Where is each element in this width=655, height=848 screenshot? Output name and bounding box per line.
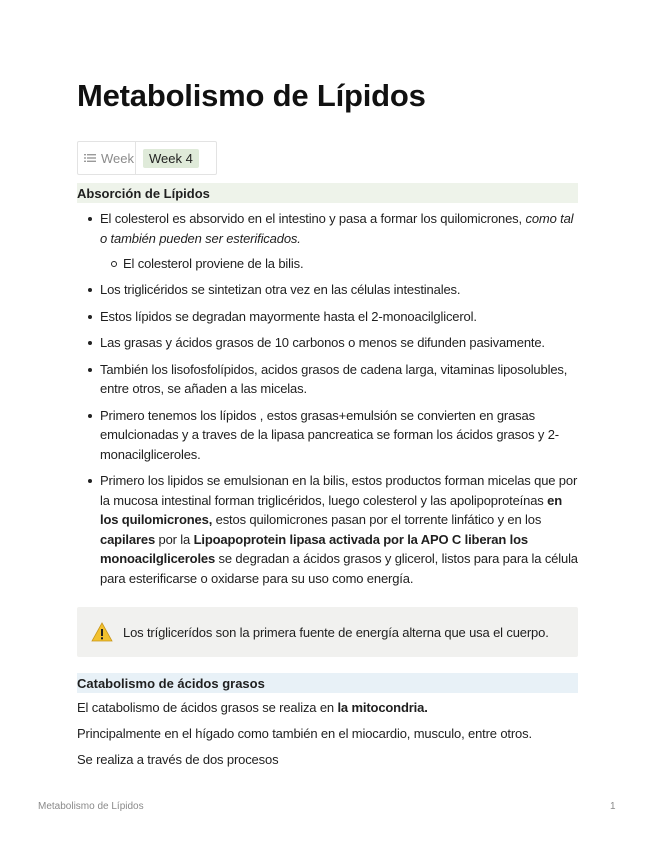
text-run: por la	[155, 531, 194, 547]
absorcion-list	[77, 209, 578, 595]
text-run: se degradan a ácidos grasos y glicerol, listos para para la célula para esterificarse o oxidarse para su uso como energía.	[100, 551, 578, 586]
text-run: estos quilomicrones pasan por el torrente linfático y en los	[212, 512, 542, 527]
property-key-label: Week	[101, 150, 134, 166]
section-heading-catabolismo: Catabolismo de ácidos grasos	[77, 673, 578, 693]
sub-list	[100, 254, 578, 273]
page-number: 1	[610, 801, 616, 812]
list-item: Los triglicéridos se sintetizan otra vez en las células intestinales.	[77, 280, 578, 300]
list-item: Estos lípidos se degradan mayormente hasta el 2-monoacilglicerol.	[77, 307, 578, 327]
section-heading-absorcion: Absorción de Lípidos	[77, 183, 578, 203]
text-run: El catabolismo de ácidos grasos se realiza en	[77, 700, 338, 715]
sub-list-item: El colesterol proviene de la bilis.	[100, 254, 578, 273]
warning-icon	[91, 621, 113, 643]
list-icon	[84, 153, 96, 163]
list-item	[77, 471, 578, 588]
paragraph: Se realiza a través de dos procesos	[77, 752, 279, 767]
list-item: También los lisofosfolípidos, acidos grasos de cadena larga, vitaminas liposolubles, entre otros, se añaden a las micelas.	[77, 360, 578, 399]
paragraph: Principalmente en el hígado como también en el miocardio, musculo, entre otros.	[77, 726, 532, 741]
text-run: Primero los lipidos se emulsionan en la bilis, estos productos forman micelas que por la mucosa intestinal forman triglicéridos, luego colesterol y las apolipoproteínas	[100, 473, 578, 508]
property-key	[78, 142, 136, 174]
bold-run: en los quilomicrones,	[100, 492, 562, 527]
callout	[77, 607, 578, 657]
footer-title: Metabolismo de Lípidos	[38, 801, 144, 812]
week-property[interactable]	[77, 141, 217, 175]
list-item	[77, 209, 578, 273]
list-item-text: El colesterol es absorvido en el intestino y pasa a formar los quilomicrones,	[100, 211, 526, 226]
bold-run: capilares	[100, 531, 156, 547]
list-item: Las grasas y ácidos grasos de 10 carbonos o menos se difunden pasivamente.	[77, 333, 578, 353]
bold-run: Lipoapoprotein lipasa activada por la APO C liberan los monoacilgliceroles	[100, 531, 528, 566]
paragraph	[77, 698, 578, 717]
week-tag[interactable]: Week 4	[143, 149, 199, 168]
list-item: Primero tenemos los lípidos , estos grasas+emulsión se convierten en grasas emulcionadas y a traves de la lipasa pancreatica se forman los ácidos grasos y 2-monacilglicerolеs.	[77, 406, 578, 465]
list-item-italic: como tal o también pueden ser esterificados.	[100, 211, 574, 246]
page-title: Metabolismo de Lípidos	[77, 78, 426, 113]
callout-text: Los tríglicerídos son la primera fuente de energía alterna que usa el cuerpo.	[123, 624, 549, 640]
bold-run: la mitocondria.	[337, 700, 428, 715]
